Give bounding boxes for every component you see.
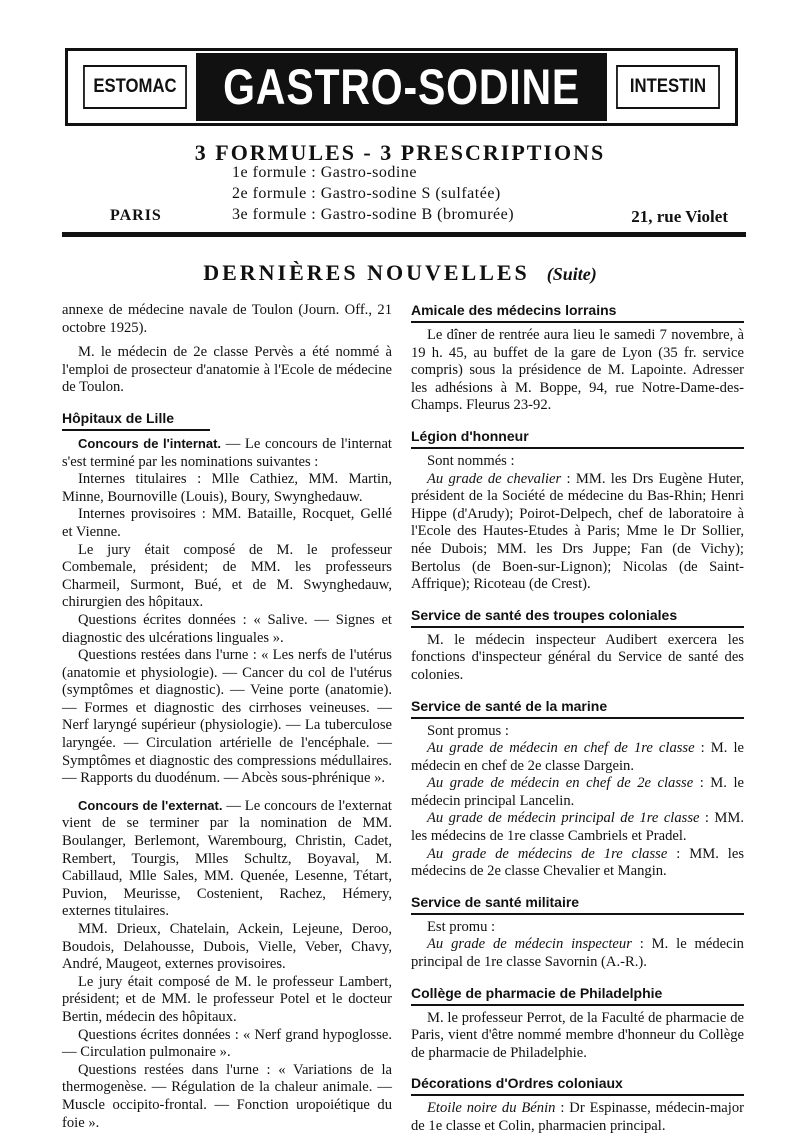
formules-title: 3 FORMULES - 3 PRESCRIPTIONS: [194, 140, 606, 165]
paragraph: Internes titulaires : Mlle Cathiez, MM. Martin, Minne, Bournoville (Louis), Boury, Swynghedauw.: [62, 471, 392, 505]
paragraph: Questions restées dans l'urne : « Variations de la thermogenèse. — Régulation de la chaleur animale. — Muscle occipito-frontal. — Fonction uropoiétique du foie ».: [62, 1061, 392, 1131]
paragraph: MM. Drieux, Chatelain, Ackein, Lejeune, Deroo, Boudois, Delahousse, Dubois, Vielle, Veber, Chavy, André, Maugeot, externes provisoires.: [62, 921, 392, 973]
paragraph: M. le médecin de 2e classe Pervès a été nommé à l'emploi de prosecteur d'anatomie à l'Ecole de médecine de Toulon.: [62, 344, 392, 396]
paragraph: M. le professeur Perrot, de la Faculté de pharmacie de Paris, vient d'être nommé membre d'honneur du Collège de pharmacie de Philadelphie.: [411, 1009, 744, 1061]
paragraph: annexe de médecine navale de Toulon (Journ. Off., 21 octobre 1925).: [62, 302, 392, 336]
subheading-externat: Concours de l'externat.: [78, 797, 223, 813]
paragraph: Le jury était composé de M. le professeur Lambert, président; et de MM. le professeur Potel et le docteur Bertin, médecin des hôpitaux.: [62, 973, 392, 1025]
paragraph: Concours de l'externat. — Le concours de l'externat vient de se terminer par la nomination de MM. Boulanger, Berlemont, Warembourg, Christin, Cadet, Rembert, Tourgis, Mlles Schultz, Boyaval, M. Cabillaud, Mlle Sales, MM. Quenée, Lesenne, Tétart, Puvion, Meurisse, Costenient, Rachez, Hémery, externes titulaires.: [62, 797, 392, 920]
heading-decorations: Décorations d'Ordres coloniaux: [411, 1075, 744, 1096]
ad-city: PARIS: [110, 207, 162, 224]
formule-1: 1e formule : Gastro-sodine: [232, 164, 417, 181]
heading-legion: Légion d'honneur: [411, 428, 744, 449]
section-title: DERNIÈRES NOUVELLES (Suite): [203, 260, 597, 285]
paragraph: Etoile noire du Bénin : Dr Espinasse, médecin-major de 1e classe et Colin, pharmacien principal.: [411, 1100, 744, 1134]
left-column: [62, 302, 392, 1132]
advertisement-banner: [65, 48, 738, 126]
paragraph: Au grade de médecins de 1re classe : MM. les médecins de 2e classe Chevalier et Mangin.: [411, 845, 745, 880]
paragraph: Au grade de chevalier : MM. les Drs Eugène Huter, président de la Société de médecine du Bas-Rhin; Henri Hippe (d'Arudy); Poirot-Delpech, chef de laboratoire à l'Ecole des Hautes-Etudes à Paris; Mme le Dr Sollier, née Dubois; MM. les Drs Juppe; Fan (de Vichy); Bertolus (de Boen-sur-Lignon); Nicolas (de Saint-Affrique); Ricoteau (de Crest).: [411, 470, 744, 593]
paragraph: Sont promus :: [427, 722, 509, 739]
paragraph: Le dîner de rentrée aura lieu le samedi 7 novembre, à 19 h. 45, au buffet de la gare de Lyon (35 fr. service compris) sous la présidence de M. Lapointe. Adresser les adhésions à M. Boppe, 94, rue Notre-Dame-des-Champs. Fleurus 23-92.: [411, 327, 744, 414]
banner-brand: GASTRO-SODINE: [196, 53, 607, 121]
banner-right-label: INTESTIN: [616, 65, 720, 109]
heading-militaire: Service de santé militaire: [411, 894, 744, 915]
formule-3: 3e formule : Gastro-sodine B (bromurée): [232, 206, 515, 223]
paragraph: Au grade de médecin inspecteur : M. le médecin principal de 1re classe Savornin (A.-R.).: [411, 936, 744, 971]
heading-college-pharmacie: Collège de pharmacie de Philadelphie: [411, 985, 744, 1006]
paragraph: Questions écrites données : « Nerf grand hypoglosse. — Circulation pulmonaire ».: [62, 1026, 392, 1061]
formule-2: 2e formule : Gastro-sodine S (sulfatée): [232, 185, 501, 202]
paragraph: Questions écrites données : « Salive. — Signes et diagnostic des ulcérations linguales ».: [62, 611, 392, 646]
paragraph: Au grade de médecin en chef de 2e classe : M. le médecin principal Lancelin.: [411, 775, 744, 809]
paragraph: M. le médecin inspecteur Audibert exercera les fonctions d'inspecteur général du Service de santé des colonies.: [411, 631, 744, 683]
suite-label: (Suite): [546, 264, 597, 284]
banner-left-label: ESTOMAC: [83, 65, 187, 109]
paragraph: Le jury était composé de M. le professeur Combemale, président; de MM. les professeurs Charmeil, Surmont, Bué, et de M. Swynghedauw, chirurgien des hôpitaux.: [62, 541, 392, 611]
paragraph: Au grade de médecin principal de 1re classe : MM. les médecins de 1re classe Cambriels et Pradel.: [411, 810, 744, 845]
ad-address: 21, rue Violet: [631, 207, 728, 226]
paragraph: Au grade de médecin en chef de 1re classe : M. le médecin en chef de 2e classe Dargein.: [411, 740, 744, 774]
subheading-internat: Concours de l'internat.: [78, 435, 222, 451]
heading-marine: Service de santé de la marine: [411, 698, 744, 719]
paragraph: Est promu :: [427, 918, 496, 935]
paragraph: Questions restées dans l'urne : « Les nerfs de l'utérus (anatomie et physiologie). — Cancer du col de l'utérus (symptômes et diagnostic). — Veine porte (anatomie). — Formes et diagnostic des cirrhoses veineuses. — Nerf laryngé supérieur (physiologie). — La tuberculose laryngée. — Circulation artérielle de l'encéphale. — Symptômes et diagnostic des compressions médullaires. — Rapports du duodénum. — Abcès sous-phrénique ».: [62, 647, 392, 787]
heading-hopitaux-lille: Hôpitaux de Lille: [62, 410, 210, 431]
paragraph: Sont nommés :: [427, 452, 515, 469]
heading-troupes-coloniales: Service de santé des troupes coloniales: [411, 607, 744, 628]
paragraph: Internes provisoires : MM. Bataille, Rocquet, Gellé et Vienne.: [62, 506, 392, 540]
heading-amicale: Amicale des médecins lorrains: [411, 302, 744, 323]
header-rule: [62, 232, 746, 237]
paragraph: Concours de l'internat. — Le concours de l'internat s'est terminé par les nominations suivantes :: [62, 435, 392, 470]
right-column: [411, 302, 744, 1136]
